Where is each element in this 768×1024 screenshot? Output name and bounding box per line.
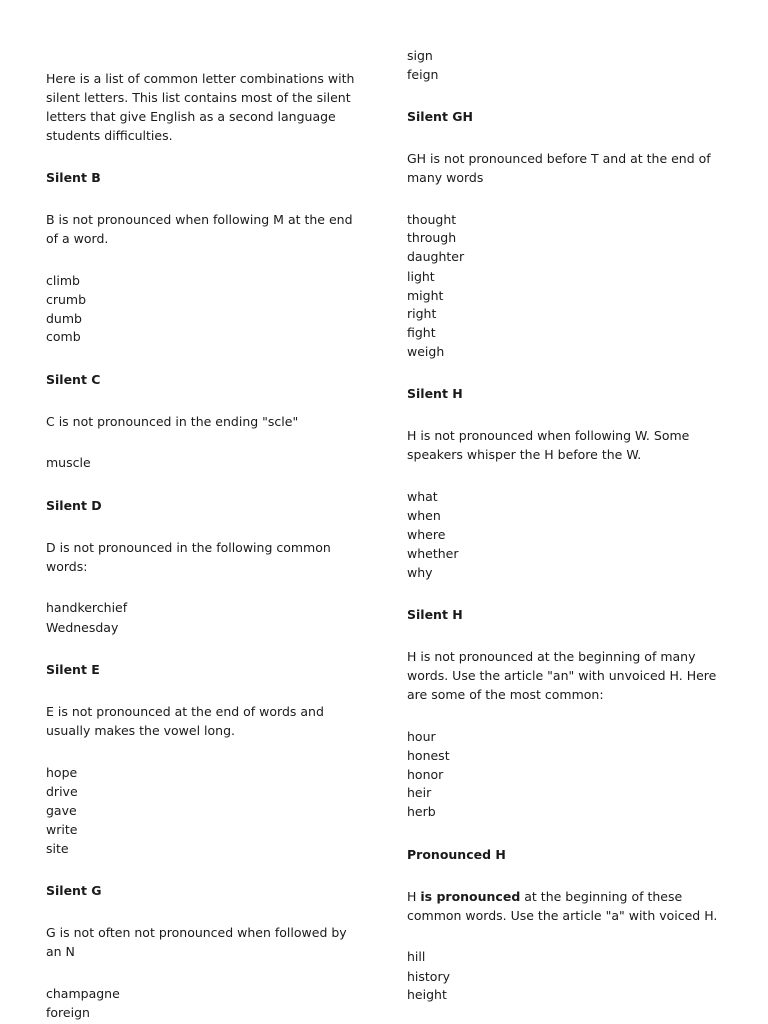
word-item: feign — [407, 67, 439, 82]
section-description: GH is not pronounced before T and at the end of — [407, 151, 711, 166]
word-item: honor — [407, 767, 444, 782]
section-description: C is not pronounced in the ending "scle" — [46, 414, 299, 429]
word-item: history — [407, 969, 450, 984]
section-heading-silent-h: Silent H — [407, 386, 463, 401]
section-description: G is not often not pronounced when followed by — [46, 925, 347, 940]
section-description — [407, 888, 682, 906]
section-heading-silent-b: Silent B — [46, 170, 101, 185]
intro-line: silent letters. This list contains most of the silent — [46, 90, 351, 105]
word-item: champagne — [46, 986, 120, 1001]
word-item: why — [407, 565, 433, 580]
word-item: handkerchief — [46, 600, 128, 615]
word-item: drive — [46, 784, 78, 799]
word-item: when — [407, 508, 441, 523]
section-description: usually makes the vowel long. — [46, 723, 235, 738]
word-item: hour — [407, 729, 436, 744]
section-description: D is not pronounced in the following common — [46, 540, 331, 555]
word-item: light — [407, 269, 435, 284]
section-description: speakers whisper the H before the W. — [407, 447, 642, 462]
word-item: height — [407, 987, 447, 1002]
section-heading-silent-g: Silent G — [46, 883, 102, 898]
section-description: common words. Use the article "a" with voiced H. — [407, 908, 718, 923]
word-item: thought — [407, 212, 457, 227]
word-item: right — [407, 306, 437, 321]
word-item: foreign — [46, 1005, 90, 1020]
section-heading-silent-e: Silent E — [46, 662, 100, 677]
word-item: dumb — [46, 311, 82, 326]
word-item: gave — [46, 803, 77, 818]
section-description: H is not pronounced at the beginning of many — [407, 649, 696, 664]
emphasis-text: is pronounced — [420, 889, 521, 904]
section-heading-silent-d: Silent D — [46, 498, 102, 513]
description-text: H — [407, 889, 421, 904]
word-item: climb — [46, 273, 80, 288]
word-item: herb — [407, 804, 436, 819]
section-heading-silent-h: Silent H — [407, 607, 463, 622]
word-item: weigh — [407, 344, 445, 359]
section-description: many words — [407, 170, 484, 185]
word-item: honest — [407, 748, 450, 763]
word-item: where — [407, 527, 446, 542]
section-description: words: — [46, 559, 88, 574]
description-text: at the beginning of these — [520, 889, 683, 904]
word-item: site — [46, 841, 69, 856]
section-description: an N — [46, 944, 75, 959]
word-item: what — [407, 489, 438, 504]
word-item: fight — [407, 325, 436, 340]
section-description: H is not pronounced when following W. Some — [407, 428, 690, 443]
word-item: comb — [46, 329, 81, 344]
section-description: E is not pronounced at the end of words and — [46, 704, 324, 719]
word-item: daughter — [407, 249, 465, 264]
section-heading-pronounced-h: Pronounced H — [407, 847, 506, 862]
intro-line: letters that give English as a second language — [46, 109, 336, 124]
intro-line: students difficulties. — [46, 128, 173, 143]
section-description: of a word. — [46, 231, 109, 246]
word-item: Wednesday — [46, 620, 119, 635]
word-item: whether — [407, 546, 459, 561]
section-heading-silent-gh: Silent GH — [407, 109, 473, 124]
section-description: words. Use the article "an" with unvoiced H. Here — [407, 668, 717, 683]
word-item: crumb — [46, 292, 87, 307]
section-description: are some of the most common: — [407, 687, 604, 702]
section-heading-silent-c: Silent C — [46, 372, 101, 387]
word-item: heir — [407, 785, 432, 800]
word-item: might — [407, 288, 444, 303]
intro-line: Here is a list of common letter combinations with — [46, 71, 355, 86]
word-item: write — [46, 822, 78, 837]
section-description: B is not pronounced when following M at the end — [46, 212, 353, 227]
word-item: through — [407, 230, 457, 245]
word-item: hope — [46, 765, 78, 780]
word-item: sign — [407, 48, 433, 63]
word-item: muscle — [46, 455, 91, 470]
word-item: hill — [407, 949, 426, 964]
